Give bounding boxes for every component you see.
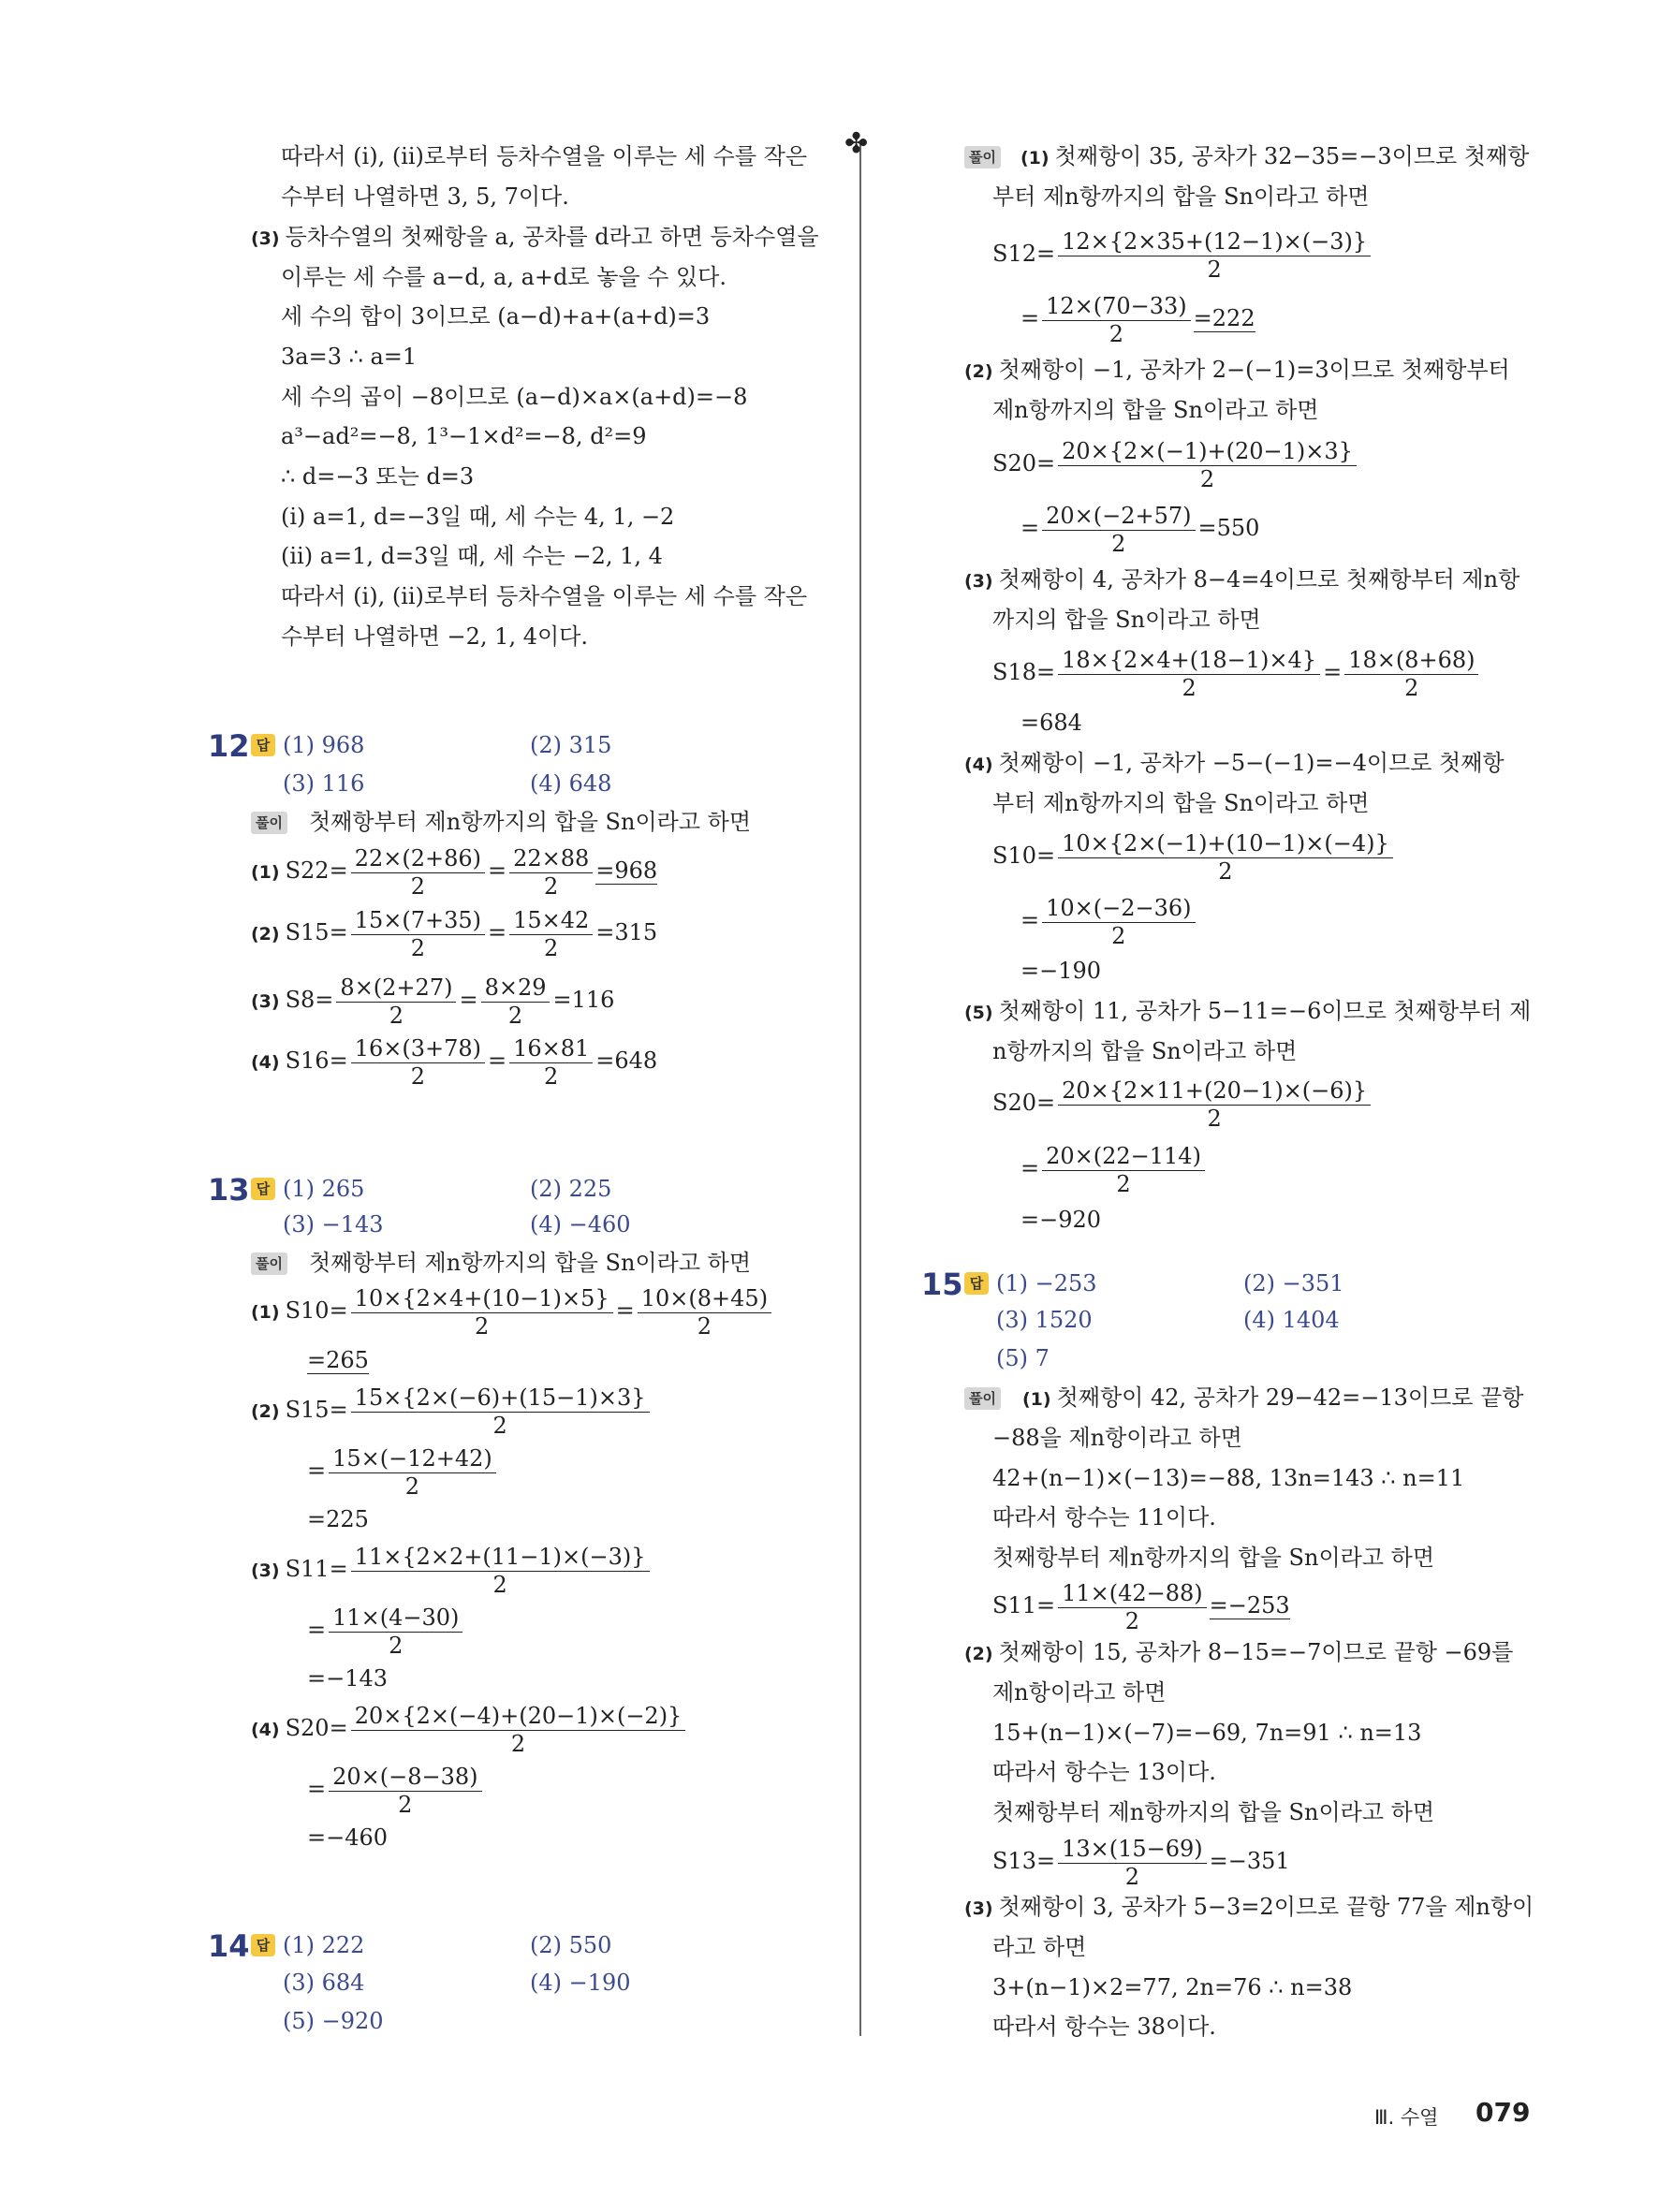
text-line: 따라서 항수는 11이다. <box>992 1504 1216 1531</box>
answer-item: (2) 550 <box>530 1932 612 1958</box>
problem-number: 14 <box>208 1928 250 1964</box>
equation: =−920 <box>1020 1207 1102 1233</box>
text-line: 수부터 나열하면 −2, 1, 4이다. <box>281 623 588 650</box>
answer-item: (1) 968 <box>283 732 365 758</box>
column-divider <box>859 140 861 2036</box>
text-line: 세 수의 합이 3이므로 (a−d)+a+(a+d)=3 <box>281 303 711 330</box>
text-line: (2) 첫째항이 15, 공차가 8−15=−7이므로 끝항 −69를 <box>964 1639 1514 1665</box>
text-line: ∴ d=−3 또는 d=3 <box>281 463 475 490</box>
answer-item: (3) 1520 <box>996 1307 1093 1333</box>
answer-item: (3) −143 <box>283 1211 384 1238</box>
answer-badge: 답 <box>251 1178 275 1200</box>
text-line: 까지의 합을 Sn이라고 하면 <box>992 607 1261 633</box>
text-line: 3+(n−1)×2=77, 2n=76 ∴ n=38 <box>992 1974 1353 2000</box>
answer-item: (2) 225 <box>530 1176 612 1202</box>
text-line: 제n항이라고 하면 <box>992 1679 1167 1706</box>
text-line: (3) 첫째항이 3, 공차가 5−3=2이므로 끝항 77을 제n항이 <box>964 1894 1534 1920</box>
equation: (1) S10= $\frac{10\times\{2\times 4+(10-1)\times 5\}}{2}$ = $\frac{10\times(8+45)}{2}$ <box>251 1284 774 1340</box>
answer-item: (2) 315 <box>530 732 612 758</box>
section-title: Ⅲ. 수열 <box>1374 2106 1439 2129</box>
equation: =684 <box>1020 710 1082 736</box>
equation: S13= $\frac{13\times(15-69)}{2}$ =−351 <box>992 1836 1290 1890</box>
page-number: 079 <box>1475 2097 1531 2128</box>
equation: = $\frac{12\times(70-33)}{2}$ =222 <box>1020 293 1255 347</box>
answer-badge: 답 <box>251 1934 275 1956</box>
text-line: (1) 첫째항이 35, 공차가 32−35=−3이므로 첫째항 <box>1020 143 1530 169</box>
equation: =265 <box>307 1347 369 1373</box>
answer-item: (4) −460 <box>530 1211 631 1238</box>
equation: = $\frac{20\times(-8-38)}{2}$ <box>307 1763 485 1818</box>
equation: S10= $\frac{10\times\{2\times(-1)+(10-1)\times(-4)\}}{2}$ <box>992 829 1396 885</box>
answer-item: (1) 265 <box>283 1176 365 1202</box>
answer-item: (5) 7 <box>996 1345 1050 1371</box>
equation: (4) S20= $\frac{20\times\{2\times(-4)+(20-1)\times(-2)\}}{2}$ <box>251 1702 688 1757</box>
answer-item: (3) 684 <box>283 1970 365 1996</box>
solution-badge: 풀이 <box>964 1387 1001 1410</box>
equation: = $\frac{15\times(-12+42)}{2}$ <box>307 1444 499 1500</box>
text-line: 부터 제n항까지의 합을 Sn이라고 하면 <box>992 183 1370 210</box>
ornament-icon: ✤ <box>844 127 869 160</box>
answer-item: (2) −351 <box>1243 1270 1344 1296</box>
text-line: 42+(n−1)×(−13)=−88, 13n=143 ∴ n=11 <box>992 1465 1465 1491</box>
text-line: 부터 제n항까지의 합을 Sn이라고 하면 <box>992 790 1370 816</box>
equation: S11= $\frac{11\times(42-88)}{2}$ =−253 <box>992 1580 1290 1634</box>
text-line: (2) 첫째항이 −1, 공차가 2−(−1)=3이므로 첫째항부터 <box>964 357 1510 383</box>
text-line: 제n항까지의 합을 Sn이라고 하면 <box>992 397 1319 423</box>
part-label: (3) <box>251 228 280 249</box>
equation: = $\frac{20\times(-2+57)}{2}$ =550 <box>1020 503 1260 557</box>
equation: = $\frac{20\times(22-114)}{2}$ <box>1020 1142 1208 1197</box>
text-line: −88을 제n항이라고 하면 <box>992 1425 1242 1451</box>
equation: (3) S11= $\frac{11\times\{2\times 2+(11-1)\times(-3)\}}{2}$ <box>251 1543 653 1598</box>
answer-badge: 답 <box>251 734 275 756</box>
text-line: 3a=3 ∴ a=1 <box>281 344 418 370</box>
text-line: 15+(n−1)×(−7)=−69, 7n=91 ∴ n=13 <box>992 1720 1422 1746</box>
text-line: 따라서 항수는 38이다. <box>992 2014 1216 2040</box>
text-line: 첫째항부터 제n항까지의 합을 Sn이라고 하면 <box>992 1545 1434 1571</box>
equation: S20= $\frac{20\times\{2\times(-1)+(20-1)\times 3\}}{2}$ <box>992 437 1359 492</box>
text-line: 이루는 세 수를 a−d, a, a+d로 놓을 수 있다. <box>281 264 727 290</box>
equation: S12= $\frac{12\times\{2\times 35+(12-1)\times(-3)\}}{2}$ <box>992 227 1373 283</box>
text-line: a³−ad²=−8, 1³−1×d²=−8, d²=9 <box>281 423 647 449</box>
equation: =−460 <box>307 1824 389 1851</box>
solution-badge: 풀이 <box>964 146 1001 168</box>
equation: S20= $\frac{20\times\{2\times 11+(20-1)\times(-6)\}}{2}$ <box>992 1077 1373 1132</box>
answer-item: (1) 222 <box>283 1932 365 1958</box>
text-line: (4) 첫째항이 −1, 공차가 −5−(−1)=−4이므로 첫째항 <box>964 750 1505 776</box>
text-line: (3) 등차수열의 첫째항을 a, 공차를 d라고 하면 등차수열을 <box>251 223 819 253</box>
equation: (2) S15= $\frac{15\times(7+35)}{2}$ = $\frac{15\times 42}{2}$ =315 <box>251 907 658 961</box>
text-line: n항까지의 합을 Sn이라고 하면 <box>992 1038 1298 1064</box>
text-line: (ⅱ) a=1, d=3일 때, 세 수는 −2, 1, 4 <box>281 543 663 569</box>
text-line: 세 수의 곱이 −8이므로 (a−d)×a×(a+d)=−8 <box>281 384 748 410</box>
equation: =−143 <box>307 1665 389 1692</box>
solution-badge: 풀이 <box>251 812 287 834</box>
answer-item: (4) −190 <box>530 1970 631 1996</box>
equation: (3) S8= $\frac{8\times(2+27)}{2}$ = $\frac{8\times 29}{2}$ =116 <box>251 974 615 1029</box>
text-line: 첫째항부터 제n항까지의 합을 Sn이라고 하면 <box>309 809 751 835</box>
text-line: 따라서 (ⅰ), (ⅱ)로부터 등차수열을 이루는 세 수를 작은 <box>281 583 808 609</box>
text-line: 따라서 항수는 13이다. <box>992 1759 1216 1785</box>
answer-badge: 답 <box>964 1272 989 1295</box>
text-line: (5) 첫째항이 11, 공차가 5−11=−6이므로 첫째항부터 제 <box>964 998 1532 1024</box>
equation: (1) S22= $\frac{22\times(2+86)}{2}$ = $\frac{22\times 88}{2}$ =968 <box>251 845 658 900</box>
solution-badge: 풀이 <box>251 1252 287 1275</box>
equation: = $\frac{11\times(4-30)}{2}$ <box>307 1604 465 1659</box>
text-line: (3) 첫째항이 4, 공차가 8−4=4이므로 첫째항부터 제n항 <box>964 566 1520 593</box>
equation: =−190 <box>1020 958 1102 984</box>
equation: = $\frac{10\times(-2-36)}{2}$ <box>1020 894 1198 949</box>
problem-number: 15 <box>921 1267 963 1302</box>
text-line: 첫째항부터 제n항까지의 합을 Sn이라고 하면 <box>309 1250 751 1276</box>
text-line: 따라서 (ⅰ), (ⅱ)로부터 등차수열을 이루는 세 수를 작은 <box>281 143 808 169</box>
equation: =225 <box>307 1506 369 1532</box>
text-line: 첫째항부터 제n항까지의 합을 Sn이라고 하면 <box>992 1799 1434 1825</box>
equation: (2) S15= $\frac{15\times\{2\times(-6)+(15-1)\times 3\}}{2}$ <box>251 1384 653 1439</box>
text-line: 라고 하면 <box>992 1934 1087 1960</box>
answer-item: (4) 1404 <box>1243 1307 1340 1333</box>
equation: (4) S16= $\frac{16\times(3+78)}{2}$ = $\frac{16\times 81}{2}$ =648 <box>251 1035 658 1090</box>
problem-number: 13 <box>208 1172 250 1208</box>
answer-item: (3) 116 <box>283 770 365 797</box>
answer-item: (4) 648 <box>530 770 612 797</box>
equation: S18= $\frac{18\times\{2\times 4+(18-1)\times 4\}}{2}$ = $\frac{18\times(8+68)}{2}$ <box>992 646 1481 701</box>
answer-item: (5) −920 <box>283 2008 384 2034</box>
text-line: (1) 첫째항이 42, 공차가 29−42=−13이므로 끝항 <box>1022 1384 1524 1411</box>
text-line: 수부터 나열하면 3, 5, 7이다. <box>281 183 569 210</box>
text-line: (ⅰ) a=1, d=−3일 때, 세 수는 4, 1, −2 <box>281 504 675 530</box>
answer-item: (1) −253 <box>996 1270 1097 1296</box>
problem-number: 12 <box>208 728 250 764</box>
